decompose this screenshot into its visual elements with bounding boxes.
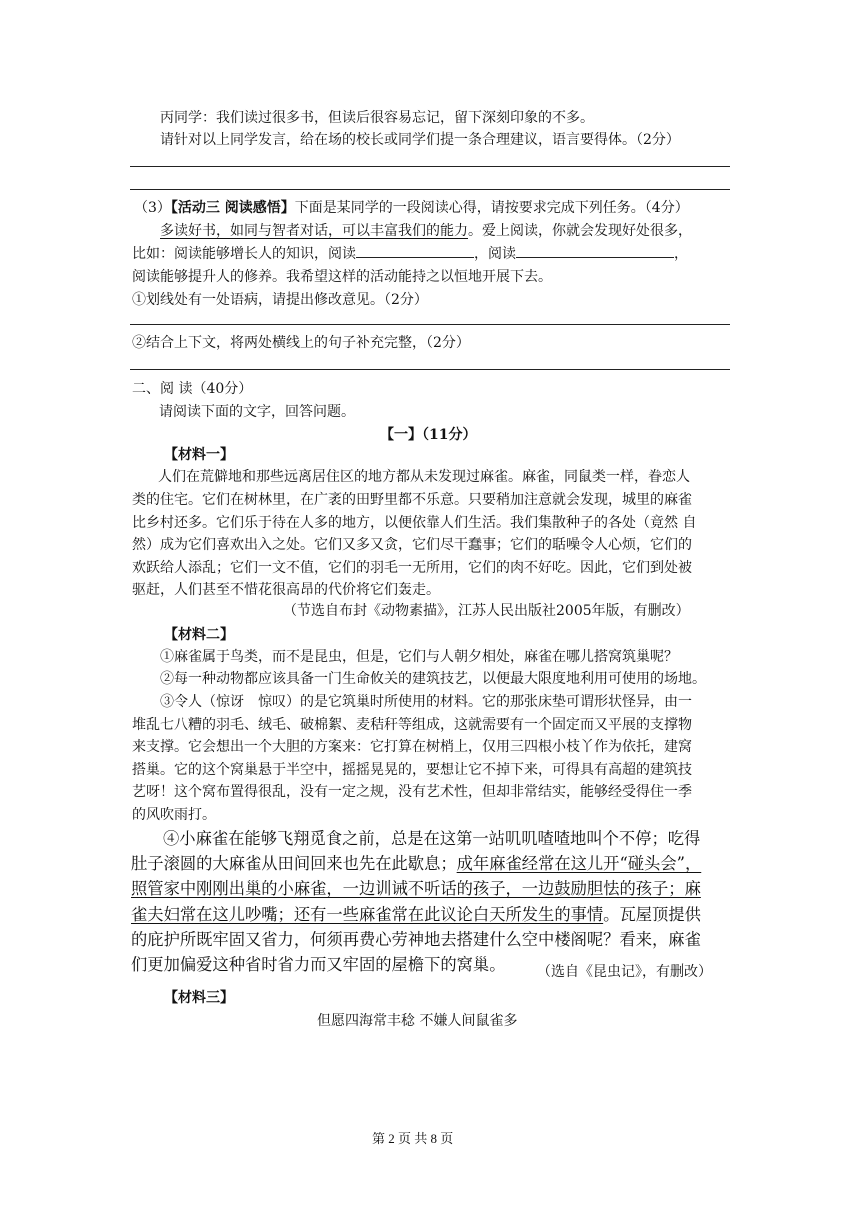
material1-line: 驱赶，人们甚至不惜花很高昂的代价将它们轰走。 bbox=[132, 582, 440, 598]
material1-line: 人们在荒僻地和那些远离居住区的地方都从未发现过麻雀。麻雀，同鼠类一样，眷恋人 bbox=[158, 469, 690, 485]
material2-line: 艺呀！这个窝布置得很乱，没有一定之规，没有艺术性，但却非常结实，能够经受得住一季 bbox=[132, 784, 692, 800]
bing-student-line: 丙同学：我们读过很多书，但读后很容易忘记，留下深刻印象的不多。 bbox=[160, 110, 594, 126]
material2-p4-line: 的庇护所既牢固又省力，何须再费心劳神地去搭建什么空中楼阁呢？看来，麻雀 bbox=[131, 929, 701, 949]
p4-underlined: 成年麻雀经常在这儿开“碰头会”， bbox=[456, 854, 702, 874]
material2-paragraph-3 bbox=[132, 691, 732, 826]
p4-text: 肚子滚圆的大麻雀从田间回来也先在此歇息； bbox=[131, 854, 457, 874]
material1-body bbox=[132, 489, 732, 602]
question-2: ②结合上下文，将两处横线上的句子补充完整，（2分） bbox=[132, 335, 470, 351]
reading-note-text: ， bbox=[674, 246, 688, 262]
material2-p4-line bbox=[131, 902, 733, 927]
reading-note-line-2 bbox=[132, 243, 688, 263]
material2-line: 来支撑。它会想出一个大胆的方案来：它打算在树梢上，仅用三四根小枝丫作为依托，建窝 bbox=[132, 739, 692, 755]
material1-source: （节选自布封《动物素描》，江苏人民出版社2005年版，有删改） bbox=[283, 603, 690, 619]
activity3-title: 【活动三 阅读感悟】 bbox=[170, 200, 295, 216]
material3-couplet: 但愿四海常丰稔 不嫌人间鼠雀多 bbox=[317, 1013, 518, 1029]
suggestion-instruction: 请针对以上同学发言，给在场的校长或同学们提一条合理建议，语言要得体。（2分） bbox=[160, 132, 680, 148]
reading-note-line-3: 阅读能够提升人的修养。我希望这样的活动能持之以恒地开展下去。 bbox=[132, 269, 552, 285]
material2-p4-line: ④小麻雀在能够飞翔觅食之前，总是在这第一站叽叽喳喳地叫个不停；吃得 bbox=[163, 829, 701, 848]
underlined-sentence: 多读好书，如同与智者对话，可以丰富我们的能力 bbox=[160, 223, 468, 239]
answer-line bbox=[130, 189, 730, 190]
answer-line bbox=[130, 324, 730, 325]
material1-label: 【材料一】 bbox=[164, 447, 234, 463]
material1-line: 欢跃给人添乱；它们一文不值，它们的羽毛一无所用，它们的肉不好吃。因此，它们到处被 bbox=[132, 559, 692, 576]
activity3-heading bbox=[134, 197, 689, 217]
part1-title bbox=[380, 424, 476, 444]
material1-text bbox=[132, 466, 732, 489]
material2-paragraph-4 bbox=[131, 826, 733, 977]
part1-title-text: 【一】（11分） bbox=[380, 427, 477, 443]
material2-paragraph-1: ①麻雀属于鸟类，而不是昆虫，但是，它们与人朝夕相处，麻雀在哪儿搭窝筑巢呢？ bbox=[160, 649, 678, 665]
fill-blank-1[interactable] bbox=[356, 243, 474, 258]
question-1: ①划线处有一处语病，请提出修改意见。（2分） bbox=[132, 292, 428, 308]
section2-instruction: 请阅读下面的文字，回答问题。 bbox=[159, 404, 355, 420]
material2-label: 【材料二】 bbox=[164, 627, 234, 643]
material2-paragraph-2: ②每一种动物都应该具备一门生命攸关的建筑技艺，以便最大限度地利用可使用的场地。 bbox=[160, 671, 706, 687]
activity3-instruction: 下面是某同学的一段阅读心得，请按要求完成下列任务。（4分） bbox=[294, 200, 689, 216]
material1-line: 比乡村还多。它们乐于待在人多的地方，以便依靠人们生活。我们集散种子的各处（竟然 自 bbox=[132, 514, 697, 531]
question-number: （3） bbox=[134, 200, 171, 216]
material3-label: 【材料三】 bbox=[164, 990, 234, 1006]
section2-heading: 二、阅 读（40分） bbox=[132, 381, 253, 397]
material2-p4-line bbox=[131, 851, 733, 876]
answer-line bbox=[130, 369, 730, 370]
material1-line: 然）成为它们喜欢出入之处。它们又多又贪，它们尽干蠢事；它们的聒噪令人心烦，它们的 bbox=[132, 537, 692, 553]
material2-line: 堆乱七八糟的羽毛、绒毛、破棉絮、麦秸秆等组成，这就需要有一个固定而又平展的支撑物 bbox=[132, 716, 692, 733]
reading-note-line-1 bbox=[160, 220, 692, 240]
material2-line: ③令人（惊讶 惊叹）的是它筑巢时所使用的材料。它的那张床垫可谓形状怪异，由一 bbox=[160, 694, 692, 710]
material1-line: 类的住宅。它们在树林里，在广袤的田野里都不乐意。只要稍加注意就会发现，城里的麻雀 bbox=[132, 492, 692, 508]
fill-blank-2[interactable] bbox=[516, 243, 674, 258]
reading-note-text: ，阅读 bbox=[474, 246, 516, 262]
page-number: 第 2 页 共 8 页 bbox=[372, 1131, 454, 1146]
material2-line: 搭巢。它的这个窝巢悬于半空中，摇摇晃晃的，要想让它不掉下来，可得具有高超的建筑技 bbox=[132, 761, 692, 778]
p4-underlined: 雀夫妇常在这儿吵嘴；还有一些麻雀常在此议论白天所发生的事情 bbox=[131, 904, 604, 924]
reading-note-tail: 。爱上阅读，你就会发现好处很多， bbox=[468, 223, 692, 239]
reading-note-text: 比如：阅读能够增长人的知识，阅读 bbox=[132, 246, 356, 262]
material2-p4-line: 们更加偏爱这种省时省力而又牢固的屋檐下的窝巢。 bbox=[131, 955, 506, 975]
p4-text: 。瓦屋顶提供 bbox=[603, 904, 701, 924]
answer-line bbox=[130, 166, 730, 167]
material2-line: 的风吹雨打。 bbox=[132, 806, 216, 823]
material2-p4-line: 照管家中刚刚出巢的小麻雀，一边训诫不听话的孩子，一边鼓励胆怯的孩子；麻 bbox=[131, 879, 701, 899]
material2-source: （选自《昆虫记》，有删改） bbox=[537, 964, 712, 980]
